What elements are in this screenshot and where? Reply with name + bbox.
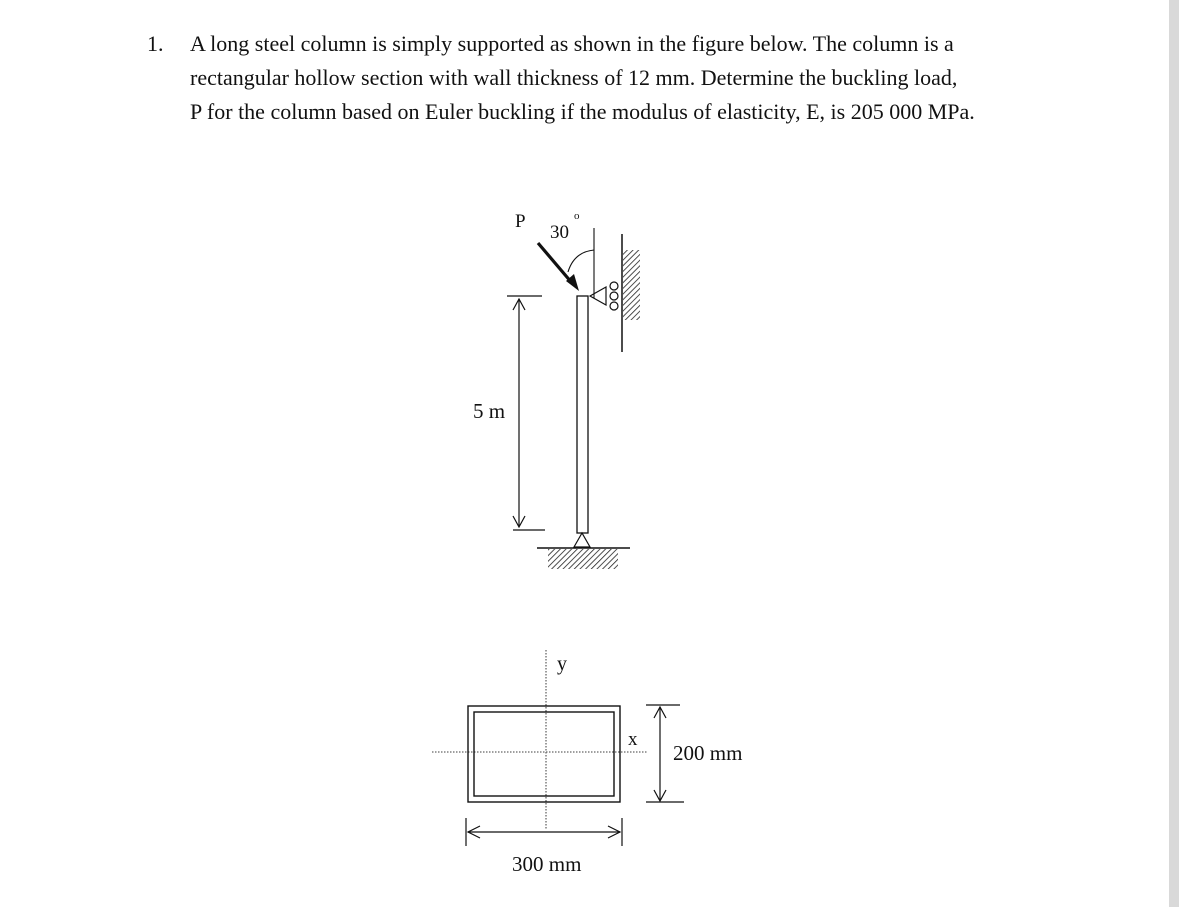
width-label: 300 mm <box>512 852 582 876</box>
angle-arc <box>568 250 594 272</box>
pin-support <box>537 533 630 569</box>
section-outer <box>468 706 620 802</box>
question-line-1: A long steel column is simply supported as shown in the figure below. The column is a <box>190 31 954 56</box>
steel-column <box>577 296 588 533</box>
section-inner <box>474 712 614 796</box>
load-label: P <box>515 211 526 232</box>
wall-support <box>622 234 640 352</box>
question-number: 1. <box>147 31 164 56</box>
load-arrow <box>538 243 579 291</box>
cross-section-diagram <box>432 650 742 876</box>
height-label: 200 mm <box>673 741 743 765</box>
degree-symbol: o <box>574 210 580 222</box>
question-line-3: P for the column based on Euler buckling if the modulus of elasticity, E, is 205 000 MPa. <box>190 99 975 124</box>
angle-label: 30 <box>550 222 569 243</box>
question-line-2: rectangular hollow section with wall thickness of 12 mm. Determine the buckling load, <box>190 65 958 90</box>
length-dimension <box>507 296 545 530</box>
y-axis-label: y <box>557 653 567 675</box>
length-label: 5 m <box>473 399 506 423</box>
column-diagram <box>473 210 640 569</box>
width-dimension <box>466 818 622 846</box>
x-axis-label: x <box>628 729 638 750</box>
